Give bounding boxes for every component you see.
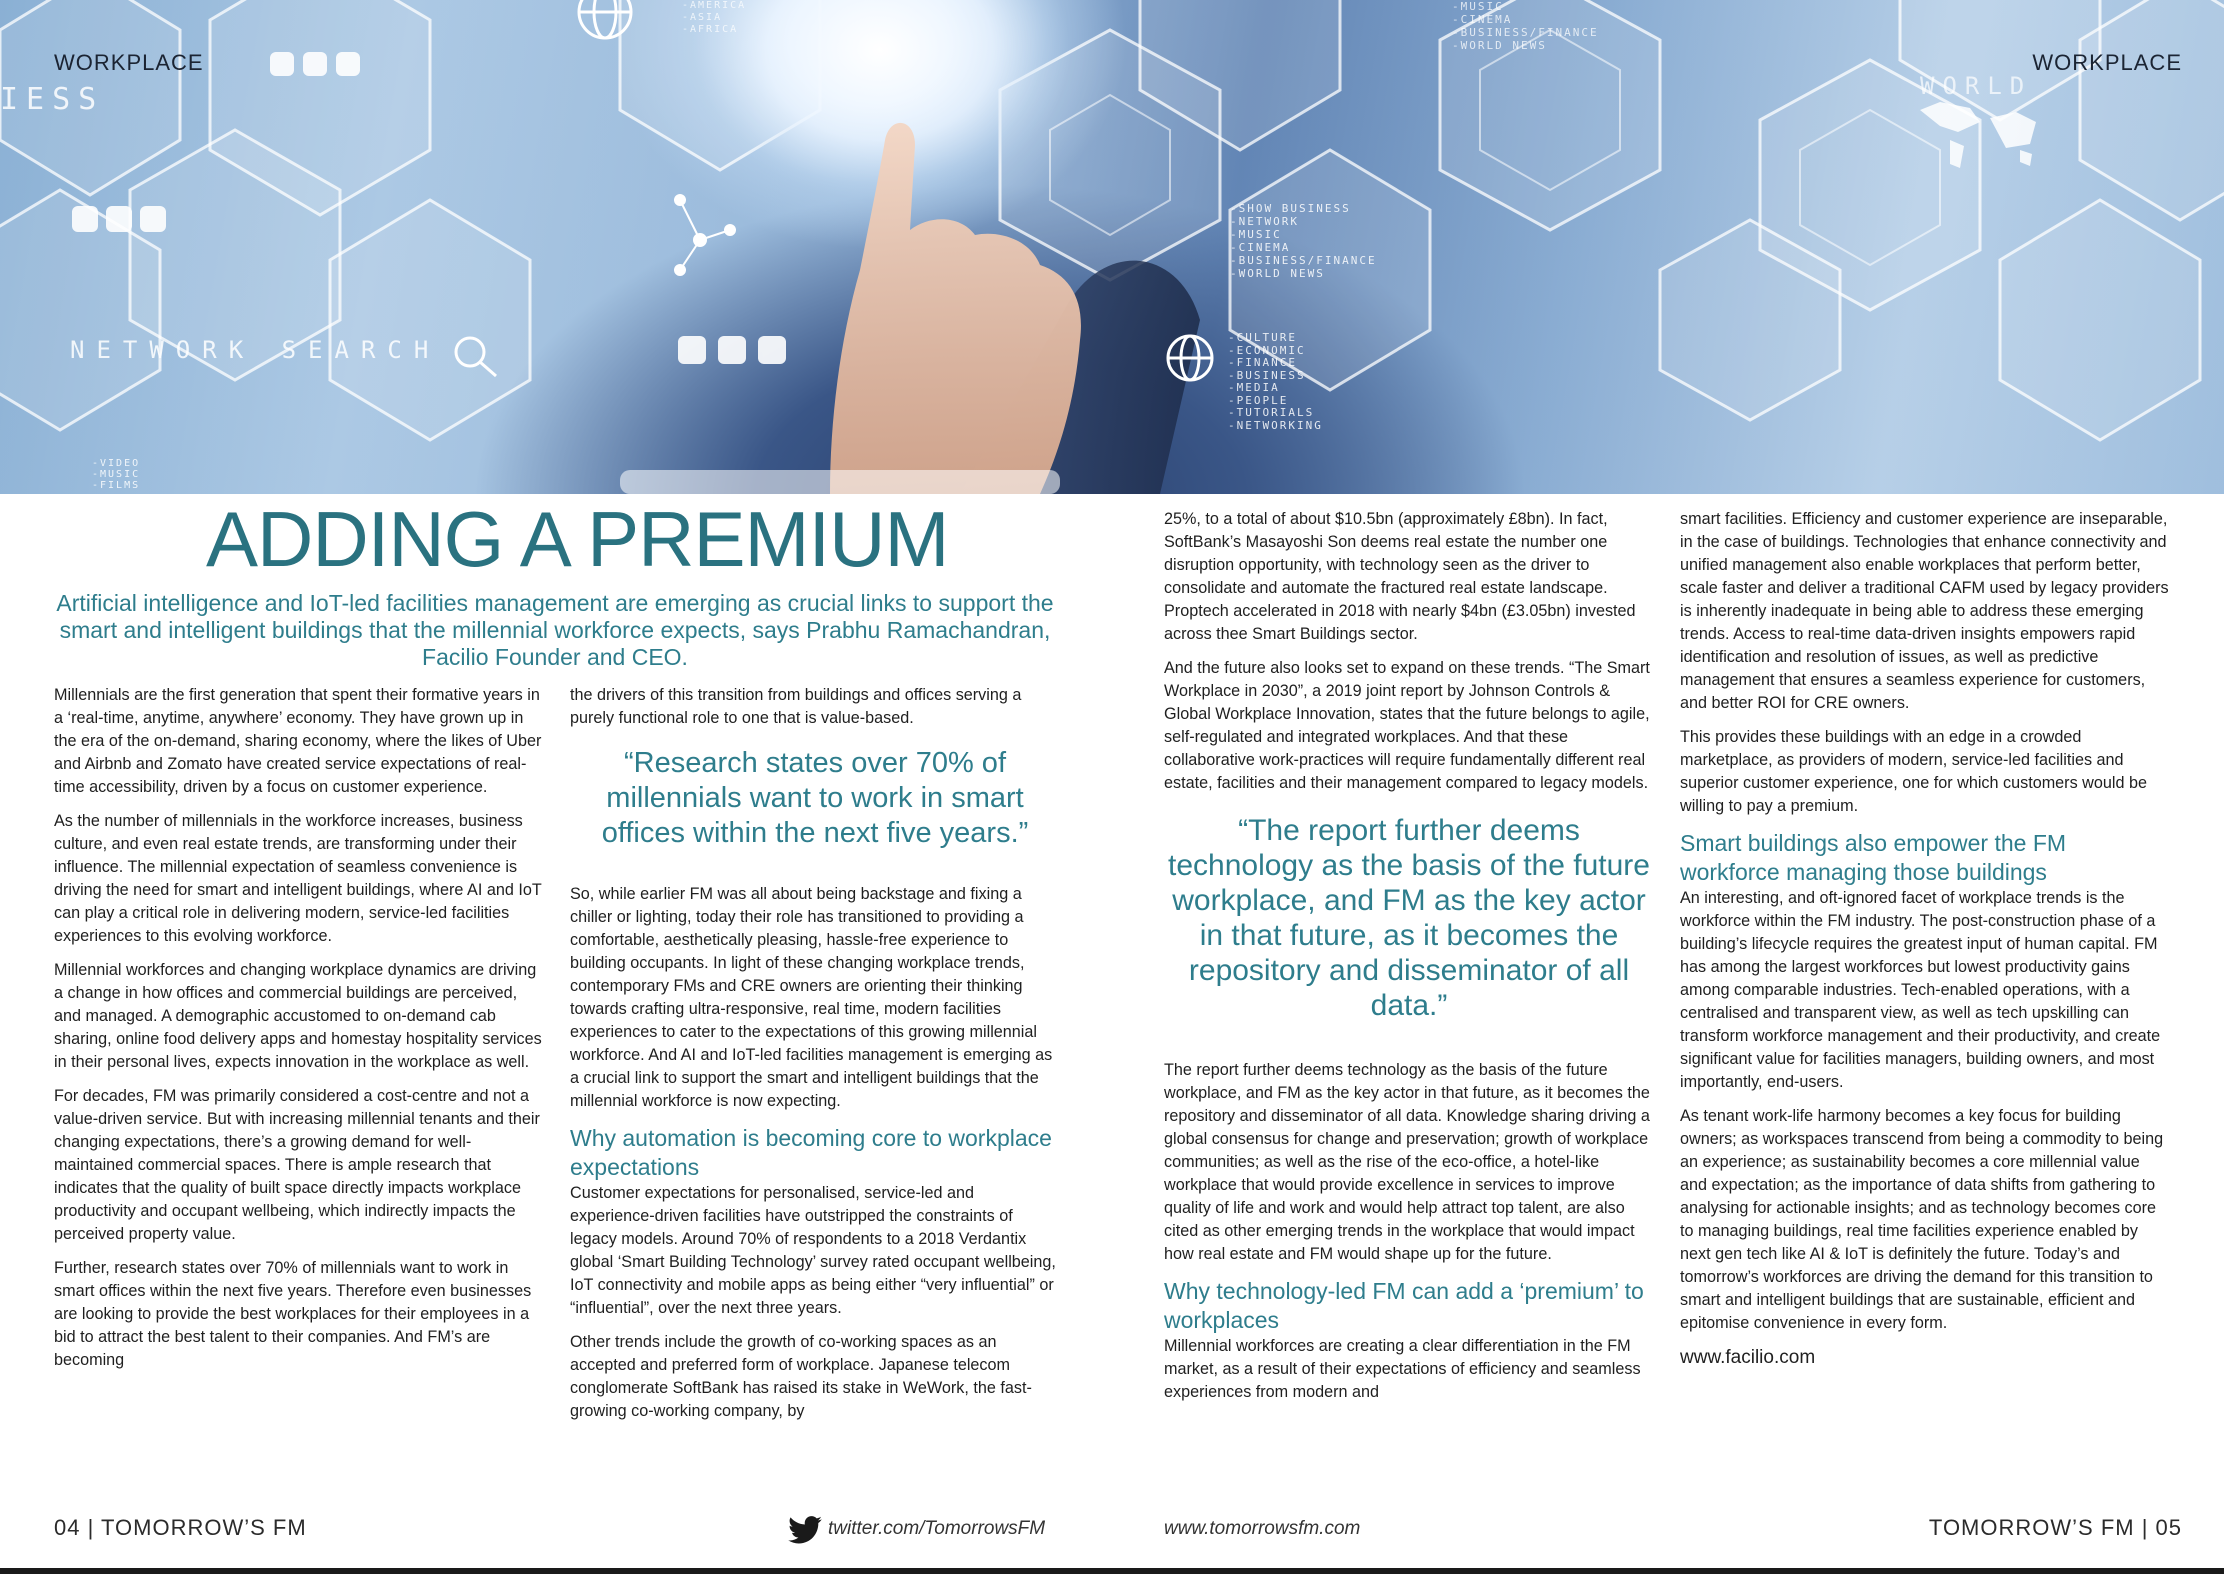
paragraph: 25%, to a total of about $10.5bn (approximately £8bn). In fact, SoftBank’s Masayoshi Son deems real estate the number one disruption opportunity, with technology seen as the driver to consolidate and automate the fractured real estate landscape. Proptech accelerated in 2018 with nearly $4bn (£3.05bn) invested across thee Smart Buildings sector. <box>1164 510 1636 643</box>
paragraph: Other trends include the growth of co-working spaces as an accepted and preferred form of workplace. Japanese telecom conglomerate SoftBank has raised its stake in WeWork, the fast-growing co-working company, by <box>570 1333 1032 1420</box>
paragraph: Millennials are the first generation that spent their formative years in a ‘real-time, anytime, anywhere’ economy. They have grown up in the era of the on-demand, sharing economy, where the likes of Uber and Airbnb and Zomato have created service expectations of real-time accessibility, driven by a focus on customer experience. <box>54 686 542 796</box>
hero-image <box>0 0 2224 494</box>
hero-text-business: IESS <box>0 82 105 117</box>
paragraph: Millennial workforces and changing workplace dynamics are driving a change in how offices and commercial buildings are perceived, and managed. A demographic accustomed to on-demand cab sharing, online food delivery apps and homestay hospitality services in their personal lives, expects innovation in the workplace as well. <box>54 961 542 1071</box>
hero-menu-e: -VIDEO -MUSIC -FILMS <box>92 458 141 491</box>
right-folio: TOMORROW’S FM | 05 <box>1928 1515 2182 1540</box>
paragraph: the drivers of this transition from buildings and offices serving a purely functional role to one that is value-based. <box>570 686 1022 727</box>
subheading-fm-workforce: Smart buildings also empower the FM workforce managing those buildings <box>1680 830 2067 885</box>
company-url[interactable]: www.facilio.com <box>1680 1347 1816 1368</box>
hero-menu-b: -CULTURE -ECONOMIC -FINANCE -BUSINESS -MEDIA -PEOPLE -TUTORIALS -NETWORKING <box>1228 331 1323 432</box>
hero-menu-a: -SHOW BUSINESS -NETWORK -MUSIC -CINEMA -BUSINESS/FINANCE -WORLD NEWS <box>1230 202 1377 280</box>
paragraph: The report further deems technology as the basis of the future workplace, and FM as the key actor in that future, as it becomes the repository and disseminator of all data. Knowledge sharing driving a global consensus for change and preservation; growth of workplace communities; as well as the rise of the eco-office, a hotel-like workplace that would provide excellence in services to improve quality of life and work and would help attract top talent, are also cited as other emerging trends in the workplace that would impact how real estate and FM would shape up for the future. <box>1164 1061 1650 1263</box>
subheading-automation: Why automation is becoming core to workplace expectations <box>570 1125 1052 1180</box>
paragraph: As the number of millennials in the workforce increases, business culture, and even real estate trends, are transforming under their influence. The millennial expectation of seamless convenience is driving the need for smart and intelligent buildings, where AI and IoT can play a critical role in delivering modern, service-led facilities experiences to this evolving workforce. <box>54 812 542 945</box>
hero-text-world: WORLD <box>1920 72 2033 100</box>
paragraph: smart facilities. Efficiency and customer experience are inseparable, in the case of buildings. Technologies that enhance connectivity and unified management also enable workplaces that perform better, scale faster and deliver a traditional CAFM used by legacy providers is inherently inadequate in being able to address these emerging trends. Access to real-time data-driven insights empowers rapid identification and resolution of issues, as well as predictive management that ensures a seamless experience for customers, and better ROI for CRE owners. <box>1680 510 2169 712</box>
column-1 <box>54 684 544 1383</box>
twitter-bird-icon <box>788 1516 822 1544</box>
section-label-right: WORKPLACE <box>2032 50 2182 75</box>
hero-text-network-search: NETWORK SEARCH <box>70 336 441 364</box>
article-title: ADDING A PREMIUM <box>206 495 949 583</box>
subheading-technology-premium: Why technology-led FM can add a ‘premium’ to workplaces <box>1164 1278 1644 1333</box>
column-3 <box>1164 508 1654 1415</box>
paragraph: Millennial workforces are creating a clear differentiation in the FM market, as a result of their expectations of efficiency and seamless experiences from modern and <box>1164 1337 1641 1401</box>
paragraph: And the future also looks set to expand on these trends. “The Smart Workplace in 2030”, a 2019 joint report by Johnson Controls & Global Workplace Innovation, states that the future belongs to agile, self-regulated and integrated workplaces. And that these collaborative work-practices will require fundamentally different real estate, facilities and their management compared to legacy models. <box>1164 659 1650 792</box>
hero-menu-c: -MUSIC -CINEMA -BUSINESS/FINANCE -WORLD NEWS <box>1452 0 1599 52</box>
column-2 <box>570 684 1060 1434</box>
paragraph: So, while earlier FM was all about being backstage and fixing a chiller or lighting, today their role has transitioned to providing a comfortable, aesthetically pleasing, hassle-free experience to building occupants. In light of these changing workplace trends, contemporary FMs and CRE owners are orienting their thinking towards crafting ultra-responsive, real time, modern facilities experiences to cater to the expectations of this growing millennial workforce. And AI and IoT-led facilities management is emerging as a crucial link to support the smart and intelligent buildings that the millennial workforce is now expecting. <box>570 885 1053 1110</box>
hero-menu-d: -AMERICA -ASIA -AFRICA <box>682 0 747 35</box>
paragraph: This provides these buildings with an edge in a crowded marketplace, as providers of modern, service-led facilities and superior customer experience, one for which customers would be willing to pay a premium. <box>1680 728 2147 815</box>
twitter-link[interactable]: twitter.com/TomorrowsFM <box>828 1518 1046 1539</box>
section-label-left: WORKPLACE <box>54 50 204 75</box>
paragraph: Further, research states over 70% of millennials want to work in smart offices within the next five years. Therefore even businesses are looking to provide the best workplaces for their employees in a bid to attract the best talent to their companies. And FM’s are becoming <box>54 1259 532 1369</box>
website-link[interactable]: www.tomorrowsfm.com <box>1164 1518 1361 1539</box>
paragraph: Customer expectations for personalised, service-led and experience-driven facilities have outstripped the constraints of legacy models. Around 70% of respondents to a 2018 Verdantix global ‘Smart Building Technology’ survey rated occupant wellbeing, IoT connectivity and mobile apps as being either “very influential” or “influential”, over the next three years. <box>570 1184 1056 1317</box>
paragraph: For decades, FM was primarily considered a cost-centre and not a value-driven service. But with increasing millennial tenants and their changing expectations, there’s a growing demand for well-maintained commercial spaces. There is ample research that indicates that the quality of built space directly impacts workplace productivity and occupant wellbeing, which indirectly impacts the perceived property value. <box>54 1087 540 1243</box>
column-4 <box>1680 508 2170 1380</box>
pull-quote-1: “Research states over 70% of millennials want to work in smart offices within the next five years.” <box>601 747 1029 849</box>
pull-quote-2: “The report further deems technology as the basis of the future workplace, and FM as the key actor in that future, as it becomes the repository and disseminator of all data.” <box>1168 814 1650 1022</box>
left-folio: 04 | TOMORROW’S FM <box>54 1515 307 1540</box>
bottom-rule <box>0 1568 2224 1574</box>
hex-network-graphic <box>0 0 2224 494</box>
article-standfirst: Artificial intelligence and IoT-led facilities management are emerging as crucial links to support the smart and intelligent buildings that the millennial workforce expects, says Prabhu Ramachandran, Facilio Founder and CEO. <box>56 590 1054 670</box>
paragraph: An interesting, and oft-ignored facet of workplace trends is the workforce within the FM industry. The post-construction phase of a building’s lifecycle requires the greatest input of human capital. FM has among the largest workforces but lowest productivity gains among comparable industries. Tech-enabled operations, with a centralised and transparent view, as well as tech upskilling can transform workforce management and their productivity, and create significant value for facilities managers, building owners, and most importantly, end-users. <box>1680 889 2161 1091</box>
paragraph: As tenant work-life harmony becomes a key focus for building owners; as workspaces transcend from being a commodity to being an experience; as sustainability becomes a core millennial value and expectation; as the importance of data shifts from gathering to analysing for actionable insights; and as technology becomes core to managing buildings, real time facilities experience enabled by next gen tech like AI & IoT is definitely the future. Today’s and tomorrow’s workforces are driving the demand for this transition to smart and intelligent buildings that are sustainable, efficient and epitomise convenience in every form. <box>1680 1107 2164 1332</box>
